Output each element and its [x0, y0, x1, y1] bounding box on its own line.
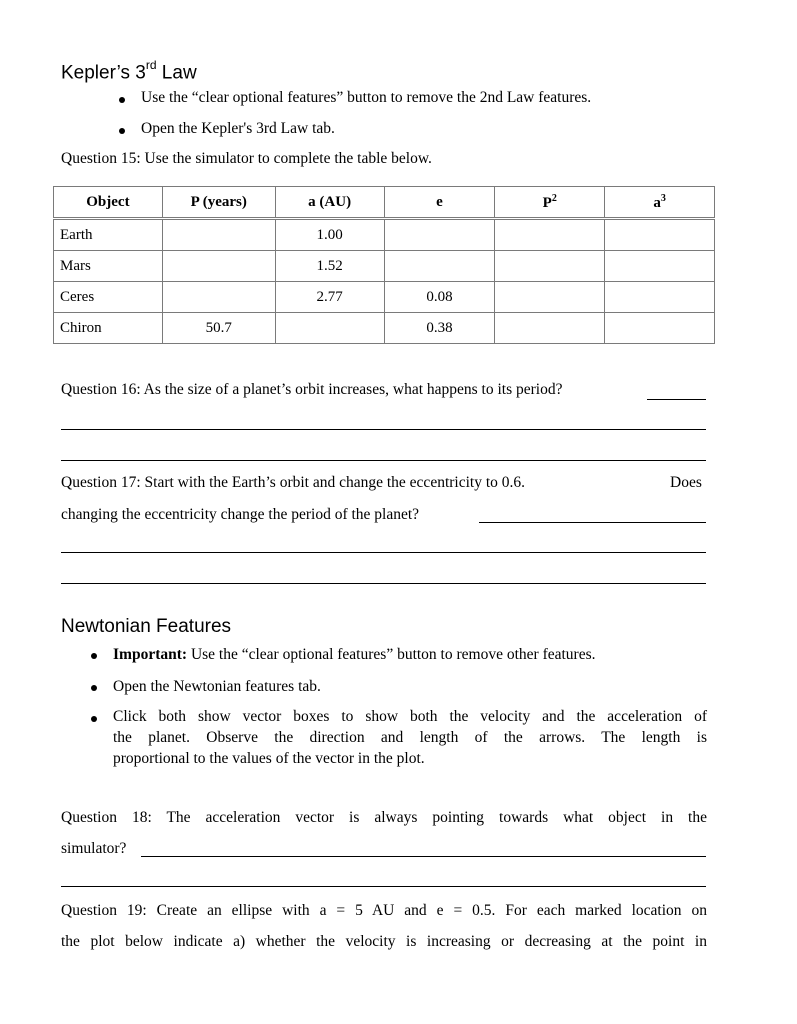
answer-line[interactable] [647, 399, 706, 400]
kepler-bullet-2: Open the Kepler's 3rd Law tab. [141, 120, 335, 137]
bullet-icon [119, 128, 125, 134]
table-cell[interactable] [605, 282, 715, 313]
table-cell[interactable] [162, 219, 275, 251]
question-19-line-1: Question 19: Create an ellipse with a = 5 AU and e = 0.5. For each marked location on [61, 902, 707, 919]
table-cell: Earth [54, 219, 163, 251]
column-header-period: P (years) [162, 187, 275, 219]
column-header-object: Object [54, 187, 163, 219]
table-cell[interactable] [495, 313, 605, 344]
table-cell: 1.00 [275, 219, 384, 251]
table-cell[interactable] [162, 282, 275, 313]
question-17-line-2: changing the eccentricity change the period of the planet? [61, 506, 420, 523]
table-cell[interactable] [495, 282, 605, 313]
column-header-a-cubed [605, 187, 715, 219]
kepler-data-table [53, 186, 715, 344]
heading-text-end: Law [156, 62, 197, 84]
header-sup: 3 [660, 192, 666, 204]
column-header-eccentricity: e [384, 187, 495, 219]
column-header-p-squared [495, 187, 605, 219]
table-cell: 50.7 [162, 313, 275, 344]
table-cell[interactable] [384, 219, 495, 251]
question-17-line-1: Question 17: Start with the Earth’s orbit and change the eccentricity to 0.6. [61, 474, 526, 491]
heading-text: Kepler’s 3 [61, 62, 146, 84]
heading-sup: rd [145, 58, 157, 72]
table-cell: 0.38 [384, 313, 495, 344]
table-cell: 0.08 [384, 282, 495, 313]
kepler-bullet-1: Use the “clear optional features” button to remove the 2nd Law features. [141, 89, 592, 106]
important-label: Important: [113, 646, 188, 663]
table-cell[interactable] [275, 313, 384, 344]
answer-line[interactable] [61, 552, 706, 553]
table-row [54, 219, 715, 251]
table-cell[interactable] [605, 313, 715, 344]
header-text: P [542, 194, 552, 211]
header-sup: 2 [551, 192, 557, 204]
answer-line[interactable] [141, 856, 706, 857]
answer-line[interactable] [61, 886, 706, 887]
question-16: Question 16: As the size of a planet’s orbit increases, what happens to its period? [61, 381, 563, 398]
table-cell: 1.52 [275, 251, 384, 282]
table-header-row [54, 187, 715, 219]
question-18-line-1: Question 18: The acceleration vector is always pointing towards what object in the [61, 809, 707, 826]
section-heading-kepler [61, 60, 197, 84]
table-cell: 2.77 [275, 282, 384, 313]
bullet-icon [119, 97, 125, 103]
column-header-semimajor-axis: a (AU) [275, 187, 384, 219]
answer-line[interactable] [61, 583, 706, 584]
table-row [54, 282, 715, 313]
section-heading-newtonian: Newtonian Features [61, 616, 232, 637]
question-18-line-2: simulator? [61, 840, 127, 857]
answer-line[interactable] [479, 522, 706, 523]
header-text: a [653, 194, 661, 211]
bullet-text: Use the “clear optional features” button to remove other features. [187, 646, 596, 663]
table-row [54, 251, 715, 282]
newton-bullet-3-line-3: proportional to the values of the vector in the plot. [113, 750, 425, 767]
table-cell[interactable] [162, 251, 275, 282]
newton-bullet-3-line-2: the planet. Observe the direction and length of the arrows. The length is [113, 729, 707, 746]
newton-bullet-3-line-1: Click both show vector boxes to show both the velocity and the acceleration of [113, 708, 707, 725]
table-cell[interactable] [384, 251, 495, 282]
table-cell[interactable] [605, 251, 715, 282]
bullet-icon [91, 716, 97, 722]
question-19-line-2: the plot below indicate a) whether the velocity is increasing or decreasing at the point in [61, 933, 707, 950]
table-cell: Mars [54, 251, 163, 282]
answer-line[interactable] [61, 460, 706, 461]
table-cell[interactable] [495, 219, 605, 251]
table-cell[interactable] [605, 219, 715, 251]
question-15: Question 15: Use the simulator to complete the table below. [61, 150, 432, 167]
bullet-icon [91, 653, 97, 659]
table-cell: Ceres [54, 282, 163, 313]
table-cell[interactable] [495, 251, 605, 282]
table-cell: Chiron [54, 313, 163, 344]
table-row [54, 313, 715, 344]
newton-bullet-2: Open the Newtonian features tab. [113, 678, 321, 695]
bullet-icon [91, 685, 97, 691]
newton-bullet-1 [113, 646, 596, 664]
answer-line[interactable] [61, 429, 706, 430]
question-17-line-1-end: Does [670, 474, 702, 491]
